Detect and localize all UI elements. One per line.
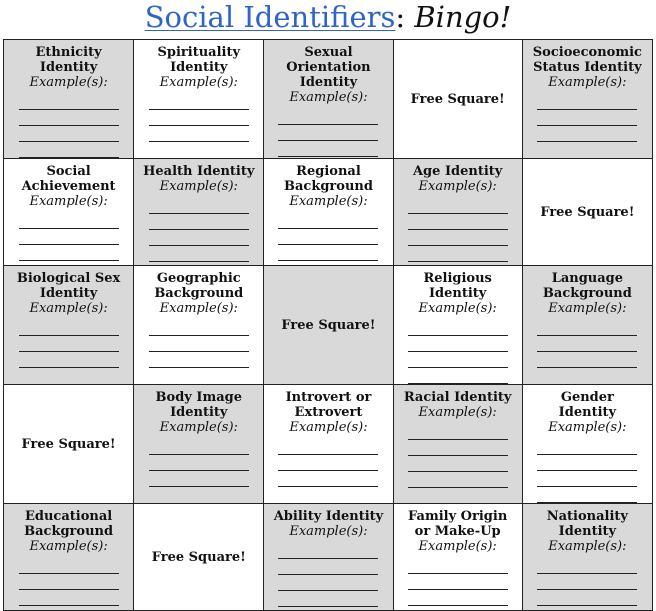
bingo-square	[522, 40, 652, 159]
examples-label: Example(s):	[159, 420, 238, 435]
answer-lines	[278, 213, 378, 261]
examples-label: Example(s):	[548, 75, 627, 90]
answer-line[interactable]	[19, 352, 119, 368]
answer-line[interactable]	[537, 590, 637, 606]
answer-line[interactable]	[149, 352, 249, 368]
answer-line[interactable]	[278, 471, 378, 487]
square-label: Age Identity	[412, 164, 503, 179]
free-square-label: Free Square!	[151, 549, 246, 565]
answer-lines	[149, 439, 249, 487]
answer-line[interactable]	[278, 455, 378, 471]
square-label: Nationality Identity	[546, 509, 628, 539]
bingo-row	[4, 266, 653, 385]
examples-label: Example(s):	[159, 301, 238, 316]
answer-line[interactable]	[408, 368, 508, 384]
square-label: Geographic Background	[154, 271, 244, 301]
examples-label: Example(s):	[418, 179, 497, 194]
answer-line[interactable]	[19, 590, 119, 606]
answer-lines	[278, 439, 378, 487]
title-colon: :	[395, 0, 406, 34]
square-label: Body Image Identity	[155, 390, 242, 420]
bingo-board	[3, 39, 653, 611]
answer-line[interactable]	[149, 439, 249, 455]
answer-line[interactable]	[537, 455, 637, 471]
answer-lines	[19, 558, 119, 606]
answer-line[interactable]	[278, 591, 378, 607]
free-square	[4, 385, 134, 504]
answer-line[interactable]	[149, 230, 249, 246]
free-square	[264, 266, 393, 385]
answer-line[interactable]	[278, 559, 378, 575]
bingo-row	[4, 385, 653, 504]
answer-line[interactable]	[149, 198, 249, 214]
answer-line[interactable]	[278, 543, 378, 559]
answer-lines	[278, 543, 378, 607]
bingo-square	[134, 385, 264, 504]
examples-label: Example(s):	[418, 539, 497, 554]
bingo-row	[4, 504, 653, 611]
bingo-square	[393, 385, 522, 504]
answer-line[interactable]	[19, 245, 119, 261]
answer-line[interactable]	[537, 574, 637, 590]
examples-label: Example(s):	[418, 405, 497, 420]
answer-line[interactable]	[537, 352, 637, 368]
free-square-label: Free Square!	[410, 91, 505, 107]
answer-line[interactable]	[149, 336, 249, 352]
square-label: Socioeconomic Status Identity	[532, 45, 642, 75]
bingo-square	[393, 266, 522, 385]
bingo-square	[522, 266, 652, 385]
answer-line[interactable]	[19, 336, 119, 352]
answer-line[interactable]	[278, 229, 378, 245]
answer-line[interactable]	[19, 574, 119, 590]
free-square-label: Free Square!	[281, 317, 376, 333]
answer-line[interactable]	[408, 424, 508, 440]
answer-line[interactable]	[19, 110, 119, 126]
answer-line[interactable]	[19, 558, 119, 574]
answer-line[interactable]	[19, 142, 119, 158]
answer-line[interactable]	[537, 471, 637, 487]
answer-line[interactable]	[408, 574, 508, 590]
examples-label: Example(s):	[289, 420, 368, 435]
bingo-square	[264, 385, 393, 504]
examples-label: Example(s):	[29, 75, 108, 90]
answer-lines	[19, 213, 119, 261]
examples-label: Example(s):	[159, 179, 238, 194]
answer-lines	[149, 320, 249, 368]
answer-line[interactable]	[408, 336, 508, 352]
examples-label: Example(s):	[548, 539, 627, 554]
bingo-square	[522, 504, 652, 611]
answer-line[interactable]	[278, 109, 378, 125]
bingo-square	[522, 385, 652, 504]
answer-lines	[537, 439, 637, 503]
square-label: Ability Identity	[273, 509, 384, 524]
examples-label: Example(s):	[548, 301, 627, 316]
answer-line[interactable]	[278, 575, 378, 591]
answer-line[interactable]	[149, 246, 249, 262]
square-label: Sexual Orientation Identity	[286, 45, 371, 90]
answer-line[interactable]	[149, 94, 249, 110]
square-label: Language Background	[542, 271, 632, 301]
answer-line[interactable]	[408, 214, 508, 230]
answer-line[interactable]	[19, 94, 119, 110]
answer-line[interactable]	[537, 487, 637, 503]
square-label: Biological Sex Identity	[16, 271, 121, 301]
square-label: Racial Identity	[403, 390, 512, 405]
answer-line[interactable]	[537, 336, 637, 352]
title-link[interactable]: Social Identifiers	[144, 0, 396, 34]
answer-line[interactable]	[408, 320, 508, 336]
answer-line[interactable]	[278, 245, 378, 261]
answer-lines	[19, 94, 119, 158]
bingo-square	[134, 159, 264, 266]
answer-line[interactable]	[278, 141, 378, 157]
examples-label: Example(s):	[289, 90, 368, 105]
answer-line[interactable]	[149, 126, 249, 142]
answer-lines	[537, 558, 637, 606]
free-square-label: Free Square!	[21, 436, 116, 452]
square-label: Ethnicity Identity	[35, 45, 102, 75]
answer-line[interactable]	[537, 439, 637, 455]
free-square	[134, 504, 264, 611]
answer-line[interactable]	[408, 440, 508, 456]
answer-line[interactable]	[149, 110, 249, 126]
answer-line[interactable]	[408, 198, 508, 214]
answer-line[interactable]	[537, 110, 637, 126]
answer-line[interactable]	[19, 320, 119, 336]
answer-line[interactable]	[408, 590, 508, 606]
answer-line[interactable]	[149, 455, 249, 471]
answer-line[interactable]	[537, 558, 637, 574]
answer-line[interactable]	[408, 352, 508, 368]
answer-lines	[408, 198, 508, 262]
answer-line[interactable]	[19, 213, 119, 229]
answer-lines	[149, 198, 249, 262]
square-label: Religious Identity	[423, 271, 492, 301]
bingo-row	[4, 159, 653, 266]
examples-label: Example(s):	[29, 539, 108, 554]
answer-line[interactable]	[278, 439, 378, 455]
answer-lines	[408, 558, 508, 606]
answer-line[interactable]	[408, 230, 508, 246]
answer-line[interactable]	[537, 94, 637, 110]
square-label: Gender Identity	[558, 390, 617, 420]
answer-line[interactable]	[19, 126, 119, 142]
square-label: Educational Background	[24, 509, 114, 539]
square-label: Regional Background	[284, 164, 373, 194]
answer-line[interactable]	[537, 126, 637, 142]
free-square	[522, 159, 652, 266]
free-square	[393, 40, 522, 159]
bingo-square	[264, 504, 393, 611]
bingo-square	[4, 40, 134, 159]
square-label: Family Origin or Make-Up	[408, 509, 508, 539]
square-label: Introvert or Extrovert	[285, 390, 372, 420]
examples-label: Example(s):	[159, 75, 238, 90]
bingo-square	[4, 504, 134, 611]
bingo-square	[134, 266, 264, 385]
answer-lines	[408, 424, 508, 488]
answer-line[interactable]	[408, 558, 508, 574]
answer-lines	[408, 320, 508, 384]
answer-lines	[537, 320, 637, 368]
examples-label: Example(s):	[418, 301, 497, 316]
bingo-square	[4, 266, 134, 385]
square-label: Social Achievement	[21, 164, 116, 194]
examples-label: Example(s):	[289, 524, 368, 539]
examples-label: Example(s):	[548, 420, 627, 435]
answer-line[interactable]	[278, 213, 378, 229]
bingo-square	[134, 40, 264, 159]
bingo-row	[4, 40, 653, 159]
answer-line[interactable]	[537, 320, 637, 336]
bingo-square	[264, 40, 393, 159]
answer-line[interactable]	[408, 246, 508, 262]
answer-line[interactable]	[408, 456, 508, 472]
answer-lines	[149, 94, 249, 142]
answer-line[interactable]	[408, 472, 508, 488]
free-square-label: Free Square!	[540, 204, 635, 220]
answer-line[interactable]	[19, 229, 119, 245]
square-label: Health Identity	[143, 164, 255, 179]
title-suffix: Bingo!	[405, 0, 512, 34]
bingo-square	[264, 159, 393, 266]
answer-lines	[537, 94, 637, 142]
bingo-square	[4, 159, 134, 266]
examples-label: Example(s):	[29, 301, 108, 316]
answer-lines	[19, 320, 119, 368]
answer-lines	[278, 109, 378, 157]
answer-line[interactable]	[278, 125, 378, 141]
page-title	[0, 0, 656, 38]
answer-line[interactable]	[149, 471, 249, 487]
bingo-square	[393, 159, 522, 266]
answer-line[interactable]	[149, 214, 249, 230]
examples-label: Example(s):	[29, 194, 108, 209]
answer-line[interactable]	[149, 320, 249, 336]
examples-label: Example(s):	[289, 194, 368, 209]
square-label: Spirituality Identity	[157, 45, 241, 75]
bingo-square	[393, 504, 522, 611]
